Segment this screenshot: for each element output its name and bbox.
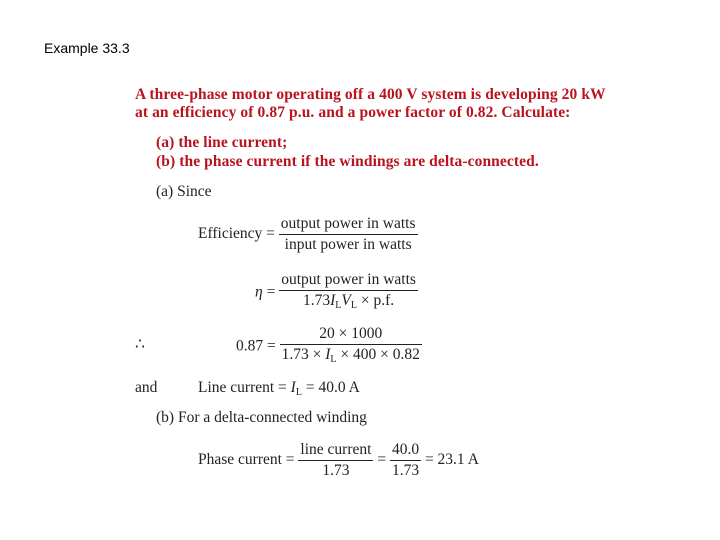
phase-fraction-2: $\frac{40.0}{1.73}$ — [391, 441, 420, 479]
substituted-equation — [236, 324, 422, 370]
substituted-numerator: 20 × 1000 — [319, 325, 383, 342]
efficiency-denominator: input power in watts — [284, 236, 412, 253]
therefore-symbol: ∴ — [135, 336, 145, 353]
problem-part-a: (a) the line current; — [156, 134, 288, 151]
efficiency-numerator: output power in watts — [280, 215, 416, 232]
efficiency-fraction — [279, 214, 418, 255]
phase-current-value: = 23.1 A — [424, 451, 479, 469]
substituted-denominator: $1.73 \times I_L \times 400 \times 0.82$ — [281, 346, 420, 365]
and-label: and — [135, 379, 158, 396]
problem-line-1: A three-phase motor operating off a 400 V system is developing 20 kW — [135, 86, 606, 103]
line-current-result: Line current = $I_L = 40.0$ A — [198, 379, 360, 398]
substituted-fraction — [280, 324, 422, 370]
eta-numerator: output power in watts — [281, 271, 416, 288]
eta-fraction — [279, 270, 418, 316]
phase-current-label: Phase current = — [198, 451, 295, 469]
phase-fraction-1: $\frac{\text{line current}}{1.73}$ — [300, 441, 372, 479]
slide-title: Example 33.3 — [44, 40, 130, 56]
phase-current-equation: Phase current = $\frac{\text{line current}}{1.73}$ = $\frac{40.0}{1.73}$ = 23.1 A — [198, 441, 479, 479]
problem-part-b: (b) the phase current if the windings are delta-connected. — [156, 153, 539, 170]
efficiency-equation — [198, 214, 418, 255]
problem-line-2: at an efficiency of 0.87 p.u. and a power factor of 0.82. Calculate: — [135, 104, 571, 121]
equation-lhs: 0.87 = — [236, 337, 276, 355]
efficiency-label: Efficiency = — [198, 225, 275, 243]
part-a-intro: (a) Since — [156, 183, 212, 200]
eta-equation: η = $\frac{\text{output power in watts}}{1.73I_LV_L \times p.f.}$ — [255, 270, 418, 316]
eta-denominator: $1.73I_LV_L \times p.f$. — [303, 292, 395, 311]
eta-symbol: η — [255, 283, 263, 301]
part-b-intro: (b) For a delta-connected winding — [156, 409, 367, 426]
